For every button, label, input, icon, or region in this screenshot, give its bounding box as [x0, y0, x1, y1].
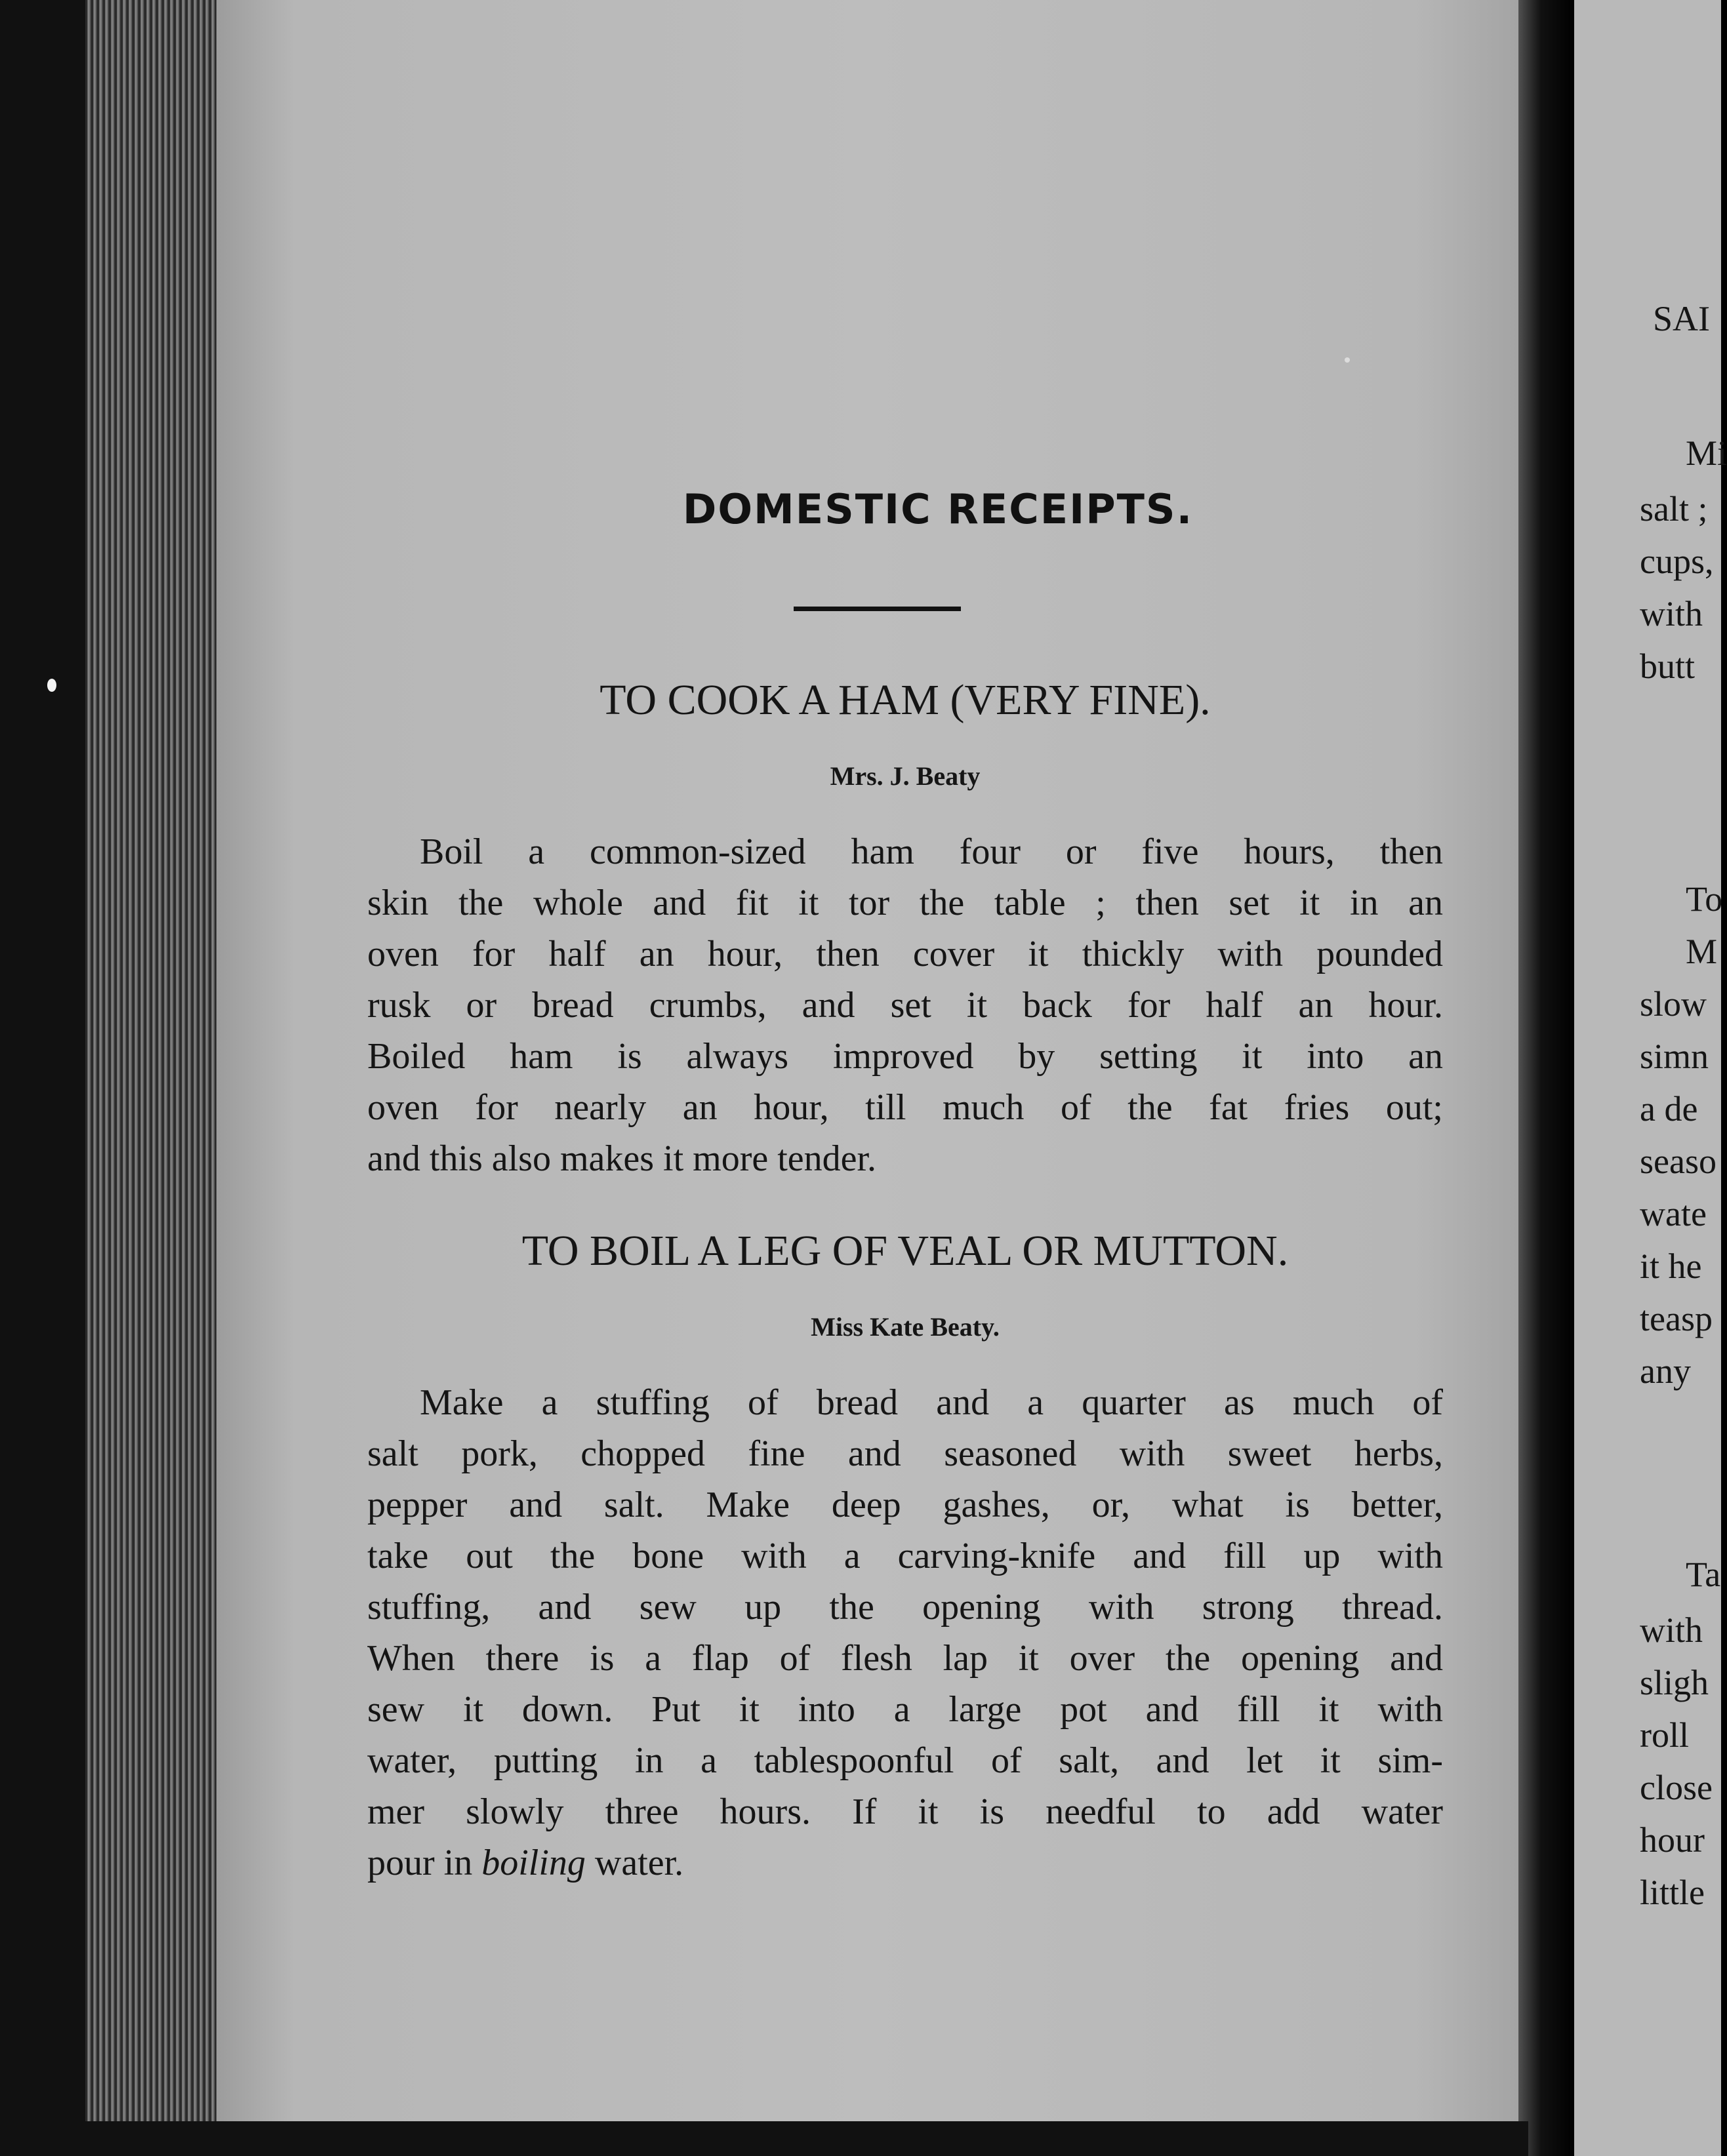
right-page-fragment: simn — [1640, 1037, 1709, 1076]
text-line-final — [367, 1837, 1443, 1888]
right-page-fragment: Mi — [1686, 433, 1727, 473]
right-page-fragment: cups, — [1640, 542, 1714, 581]
right-page-fragment: it he — [1640, 1247, 1702, 1286]
right-page — [1574, 0, 1727, 2156]
text-line: water, putting in a tablespoonful of salt, and let it sim- — [367, 1740, 1443, 1781]
right-page-fragment: roll — [1640, 1715, 1689, 1755]
scan-background — [0, 0, 92, 2156]
text-line: pepper and salt. Make deep gashes, or, what is better, — [367, 1485, 1443, 1525]
text-line: Boiled ham is always improved by setting it into an — [367, 1036, 1443, 1077]
text-line: salt pork, chopped fine and seasoned with sweet herbs, — [367, 1433, 1443, 1474]
right-page-fragment: close — [1640, 1768, 1713, 1807]
right-page-fragment: a de — [1640, 1089, 1698, 1128]
right-page-fragment: salt ; — [1640, 489, 1708, 529]
right-page-fragment: SAI — [1653, 299, 1711, 338]
text-line: oven for nearly an hour, till much of the fat fries out; — [367, 1087, 1443, 1128]
scan-speck — [1345, 357, 1350, 363]
text-line: and this also makes it more tender. — [367, 1138, 877, 1179]
recipe-author: Mrs. J. Beaty — [830, 761, 981, 791]
right-page-fragment: To — [1686, 879, 1723, 919]
right-page-fragment: Ta — [1686, 1555, 1721, 1594]
text-line: sew it down. Put it into a large pot and fill it with — [367, 1689, 1443, 1730]
recipe-author: Miss Kate Beaty. — [811, 1312, 1000, 1342]
right-page-fragment: sligh — [1640, 1663, 1709, 1702]
scan-speck — [47, 679, 56, 692]
right-page-fragment: hour — [1640, 1820, 1705, 1860]
right-page-fragment: with — [1640, 1610, 1703, 1650]
text-line: rusk or bread crumbs, and set it back for half an hour. — [367, 985, 1443, 1026]
recipe-body — [367, 826, 1443, 1184]
page-heading: DOMESTIC RECEIPTS. — [682, 485, 1194, 533]
right-page-fragment: M — [1686, 932, 1718, 971]
recipe-title: TO BOIL A LEG OF VEAL OR MUTTON. — [521, 1227, 1289, 1275]
right-page-fragment: slow — [1640, 984, 1707, 1024]
text-line: stuffing, and sew up the opening with strong thread. — [367, 1587, 1443, 1627]
text-line: take out the bone with a carving-knife and fill up with — [367, 1536, 1443, 1576]
recipe-title: TO COOK A HAM (VERY FINE). — [599, 676, 1211, 724]
italic-word: boiling — [481, 1843, 586, 1883]
heading-rule — [794, 607, 961, 611]
text-segment: water. — [585, 1843, 684, 1883]
right-page-fragment: seaso — [1640, 1142, 1717, 1181]
text-line: When there is a flap of flesh lap it over the opening and — [367, 1638, 1443, 1679]
book-page-edges — [85, 0, 223, 2131]
book-gutter — [1518, 0, 1574, 2156]
scan-bottom-edge — [85, 2121, 1528, 2156]
right-page-fragment: butt — [1640, 647, 1696, 686]
text-line: Make a stuffing of bread and a quarter as much of — [420, 1382, 1443, 1423]
right-page-fragment: little — [1640, 1873, 1705, 1912]
recipe-body — [367, 1377, 1443, 1888]
right-page-fragment: wate — [1640, 1194, 1707, 1233]
text-segment: pour in — [367, 1843, 482, 1883]
text-line: skin the whole and fit it tor the table ; then set it in an — [367, 883, 1443, 923]
right-page-fragment: any — [1640, 1351, 1691, 1391]
right-page-fragment: with — [1640, 594, 1703, 633]
text-line: Boil a common-sized ham four or five hours, then — [420, 831, 1443, 872]
right-page-fragment: teasp — [1640, 1299, 1713, 1338]
text-line: mer slowly three hours. If it is needful to add water — [367, 1791, 1443, 1832]
text-line: oven for half an hour, then cover it thickly with pounded — [367, 934, 1443, 974]
